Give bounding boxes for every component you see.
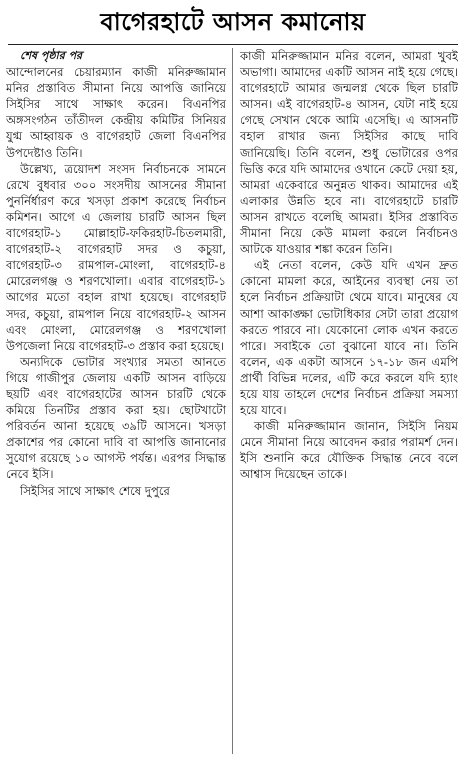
dateline: শেষ পৃষ্ঠার পর <box>20 49 83 62</box>
paragraph: কাজী মনিরুজ্জামান মনির বলেন, আমরা খুবই অভাগা। আমাদের একটি আসন নাই হয়ে গেছে। বাগেরহাটে আমার জন্মলগ্ন থেকে ছিল চারটি আসন। এই বাগেরহাট-৪ আসন, যেটা নাই হয়ে গেছে সেখান থেকে আমি এসেছি। এ আসনটি বহাল রাখার জন্য সিইসির কাছে দাবি জানিয়েছি। তিনি বলেন, শুধু ভোটারের ওপর ভিত্তি করে যদি আমাদের ওখানে কেটে দেয়া হয়, আমরা একেবারে অনুন্নত থাকব। আমাদের এই এলাকার উন্নতি হবে না। বাগেরহাটে চারটি আসন রাখতে বলেছি আমরা। ইসির প্রস্তাবিত সীমানা নিয়ে কেউ মামলা করলে নির্বাচনও আটকে যাওয়ার শঙ্কা করেন তিনি। <box>240 49 458 257</box>
paragraph: আন্দোলনের চেয়ারম্যান কাজী মনিরুজ্জামান মনির প্রস্তাবিত সীমানা নিয়ে আপত্তি জানিয়ে সিইসির সাথে সাক্ষাৎ করেন। বিএনপির অঙ্গসংগঠন তাঁতীদল কেন্দ্রীয় কমিটির সিনিয়র যুগ্ম আহ্বায়ক ও বাগেরহাট জেলা বিএনপির উপদেষ্টাও তিনি। <box>6 65 226 160</box>
right-column <box>232 48 458 754</box>
paragraph: উল্লেখ্য, ত্রয়োদশ সংসদ নির্বাচনকে সামনে রেখে বুধবার ৩০০ সংসদীয় আসনের সীমানা পুনর্নির্ধারণ করে খসড়া প্রকাশ করেছে নির্বাচন কমিশন। আগে এ জেলায় চারটি আসন ছিল বাগেরহাট-১ মোল্লাহাট-ফকিরহাট-চিতলমারী, বাগেরহাট-২ বাগেরহাট সদর ও কচুয়া, বাগেরহাট-৩ রামপাল-মোংলা, বাগেরহাট-৪ মোরেলগঞ্জ ও শরণখোলা। এবার বাগেরহাট-১ আগের মতো বহাল রাখা হয়েছে। বাগেরহাট সদর, কচুয়া, রামপাল নিয়ে বাগেরহাট-২ আসন এবং মোংলা, মোরেলগঞ্জ ও শরণখোলা উপজেলা নিয়ে বাগেরহাট-৩ প্রস্তাব করা হয়েছে। <box>6 161 226 353</box>
article-body <box>6 48 460 754</box>
paragraph: কাজী মনিরুজ্জামান জানান, সিইসি নিয়ম মেনে সীমানা নিয়ে আবেদন করার পরামর্শ দেন। ইসি শুনানি করে যৌক্তিক সিদ্ধান্ত নেবে বলে আশ্বাস দিয়েছেন তাকে। <box>240 419 458 482</box>
left-column <box>6 48 232 754</box>
paragraph: অন্যদিকে ভোটার সংখ্যার সমতা আনতে গিয়ে গাজীপুর জেলায় একটি আসন বাড়িয়ে ছয়টি এবং বাগেরহাটের আসন চারটি থেকে কমিয়ে তিনটির প্রস্তাব করা হয়। ছোটখাটো পরিবর্তন আনা হয়েছে ৩৯টি আসনে। খসড়া প্রকাশের পর কোনো দাবি বা আপত্তি জানানোর সুযোগ রয়েছে ১০ আগস্ট পর্যন্ত। এরপর সিদ্ধান্ত নেবে ইসি। <box>6 354 226 482</box>
paragraph: এই নেতা বলেন, কেউ যদি এখন দ্রুত কোনো মামলা করে, আইনের ব্যবস্থা নেয় তা হলে নির্বাচন প্রক্রিয়াটা থেমে যাবে। মানুষের যে আশা আকাঙ্ক্ষা ভোটাধিকার সেটা তারা প্রয়োগ করতে পারবে না। যেকোনো লোক এখন করতে পারে। সবাইকে তো বুঝানো যাবে না। তিনি বলেন, এক একটা আসনে ১৭-১৮ জন এমপি প্রার্থী বিভিন্ন দলের, এটি করে করলে যদি হ্যাং হয়ে যায় তাহলে দেশের নির্বাচন প্রক্রিয়া সমস্যা হয়ে যাবে। <box>240 258 458 418</box>
paragraph: সিইসির সাথে সাক্ষাৎ শেষে দুপুরে <box>20 483 170 498</box>
headline: বাগেরহাটে আসন কমানোয় <box>8 4 458 45</box>
